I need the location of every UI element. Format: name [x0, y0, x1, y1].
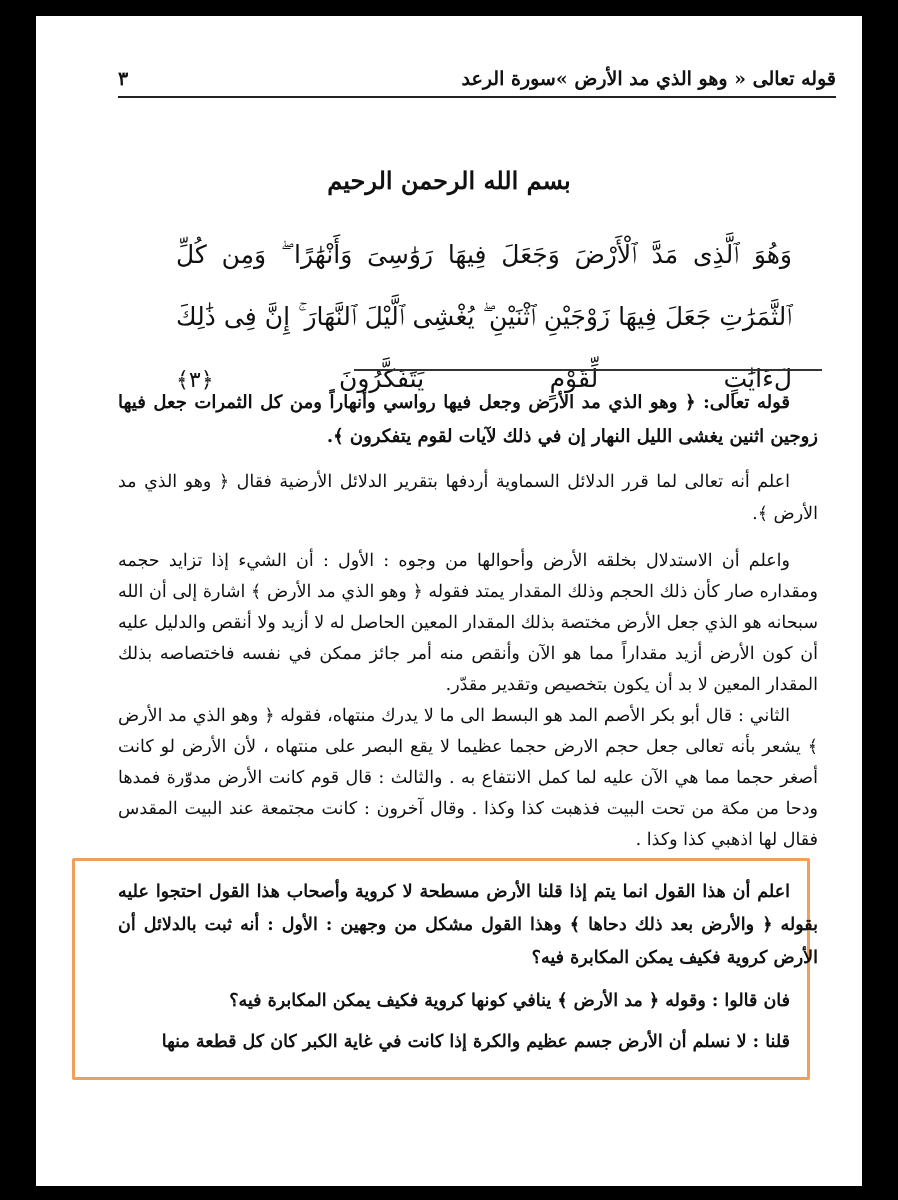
verse-end-marker: ﴿٣﴾: [176, 368, 214, 393]
paragraph: اعلم أنه تعالى لما قرر الدلائل السماوية أردفها بتقرير الدلائل الأرضية فقال ﴿ وهو الذي مد الأرض ﴾.: [118, 472, 818, 524]
paragraph: قلنا : لا نسلم أن الأرض جسم عظيم والكرة إذا كانت في غاية الكبر كان كل قطعة منها: [161, 1032, 790, 1052]
verse-text: وَهُوَ ٱلَّذِى مَدَّ ٱلْأَرْضَ وَجَعَلَ فِيهَا رَوَٰسِىَ وَأَنْهَٰرًا ۖ وَمِن كُلِّ ٱلثَّمَرَٰتِ جَعَلَ فِيهَا زَوْجَيْنِ ٱثْنَيْنِ ۖ يُغْشِى ٱلَّيْلَ ٱلنَّهَارَ ۚ إِنَّ فِى ذَٰلِكَ لَءَايَٰتٍ لِّقَوْمٍ يَتَفَكَّرُونَ: [176, 240, 792, 393]
paragraph: فان قالوا : وقوله ﴿ مد الأرض ﴾ ينافي كونها كروية فكيف يمكن المكابرة فيه؟: [229, 991, 790, 1011]
book-page: [36, 16, 862, 1186]
basmala: بسم الله الرحمن الرحيم: [327, 166, 571, 195]
header-title: قوله تعالى « وهو الذي مد الأرض »سورة الرعد: [461, 68, 836, 90]
paragraph: الثاني : قال أبو بكر الأصم المد هو البسط الى ما لا يدرك منتهاه، فقوله ﴿ وهو الذي مد الأرض ﴾ يشعر بأنه تعالى جعل حجم الارض حجما عظيما لا يقع البصر على منتهاه ، لأن الأرض لو كانت أصغر حجما مما هي الآن عليه لما كمل الانتفاع به . والثالث : قال قوم كانت الأرض مدوّرة فمدها ودحا من مكة من تحت البيت فذهبت كذا وكذا . وقال آخرون : كانت مجتمعة عند البيت المقدس فقال لها اذهبي كذا وكذا .: [118, 706, 818, 850]
commentary-intro: [118, 466, 818, 530]
highlighted-passage: [118, 876, 818, 1067]
section-divider: [354, 369, 822, 371]
commentary-verse-quote: [118, 386, 818, 454]
running-header: [118, 62, 836, 98]
page-number: ٣: [118, 68, 129, 90]
commentary-body: [118, 546, 818, 856]
paragraph: اعلم أن هذا القول انما يتم إذا قلنا الأرض مسطحة لا كروية وأصحاب هذا القول احتجوا عليه بقوله ﴿ والأرض بعد ذلك دحاها ﴾ وهذا القول مشكل من وجهين : الأول : أنه ثبت بالدلائل أن الأرض كروية فكيف يمكن المكابرة فيه؟: [118, 882, 818, 968]
quran-verse: [176, 224, 792, 412]
paragraph: قوله تعالى: ﴿ وهو الذي مد الأرض وجعل فيها رواسي وأنهاراً ومن كل الثمرات جعل فيها زوجين اثنين يغشى الليل النهار إن في ذلك لآيات لقوم يتفكرون ﴾.: [118, 392, 818, 447]
paragraph: واعلم أن الاستدلال بخلقه الأرض وأحوالها من وجوه : الأول : أن الشيء إذا تزايد حجمه ومقداره صار كأن ذلك الحجم وذلك المقدار يمتد فقوله ﴿ وهو الذي مد الأرض ﴾ اشارة إلى أن الله سبحانه هو الذي جعل الأرض مختصة بذلك المقدار المعين الحاصل له لا أزيد ولا أنقص والدليل عليه أن كون الأرض أزيد مقداراً مما هو الآن وأنقص منه أمر جائز ممكن في نفسه فاختصاصه بذلك المقدار المعين لا بد أن يكون بتخصيص وتقدير مقدّر.: [118, 551, 818, 695]
